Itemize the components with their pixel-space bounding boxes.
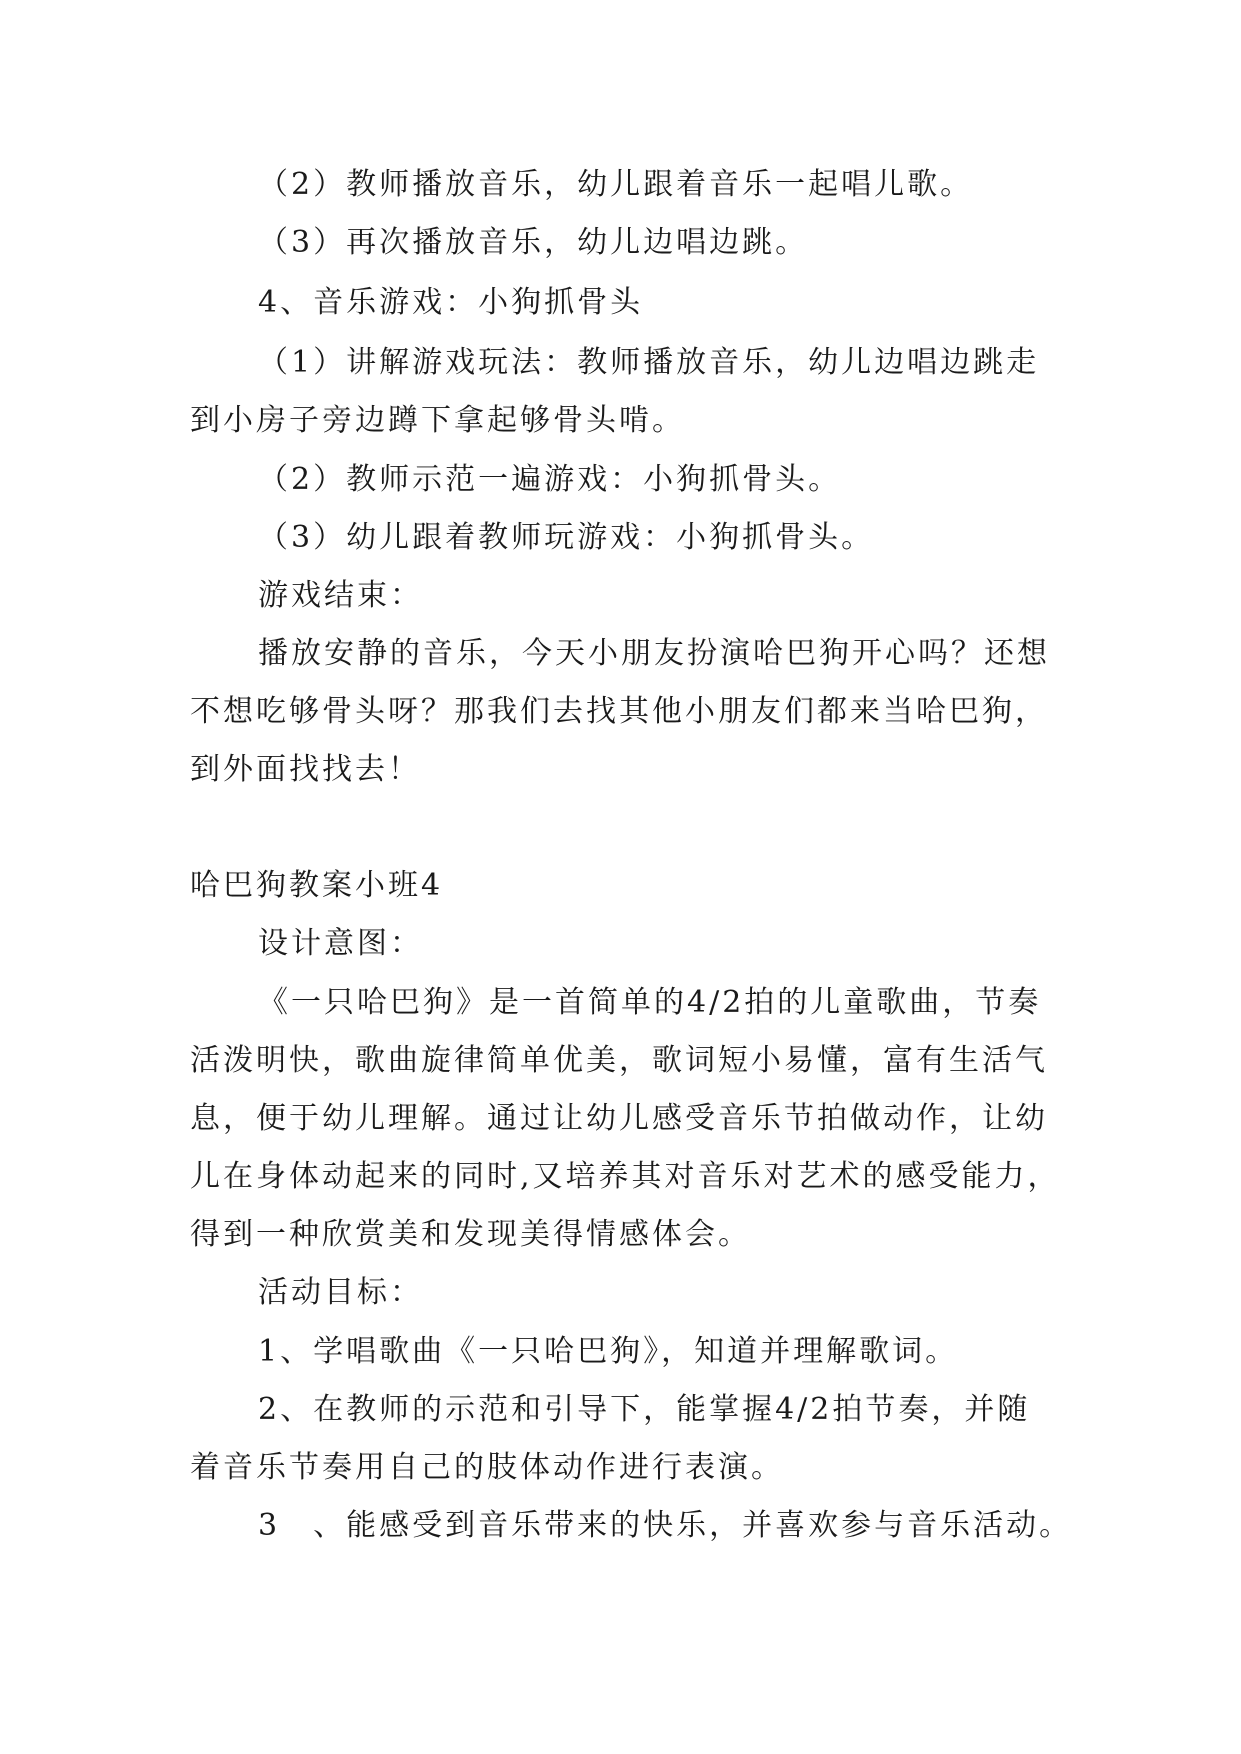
text-line: （1）讲解游戏玩法：教师播放音乐，幼儿边唱边跳走 bbox=[258, 345, 1040, 380]
text-line: （3）幼儿跟着教师玩游戏：小狗抓骨头。 bbox=[258, 520, 875, 555]
text-line: 得到一种欣赏美和发现美得情感体会。 bbox=[190, 1217, 751, 1252]
text-line: 游戏结束： bbox=[258, 578, 423, 613]
text-line: 播放安静的音乐，今天小朋友扮演哈巴狗开心吗？还想 bbox=[258, 636, 1050, 671]
text-line: （3）再次播放音乐，幼儿边唱边跳。 bbox=[258, 225, 809, 260]
text-line: 3 、能感受到音乐带来的快乐，并喜欢参与音乐活动。 bbox=[258, 1508, 1073, 1543]
text-line: 活泼明快，歌曲旋律简单优美，歌词短小易懂，富有生活气 bbox=[190, 1043, 1048, 1078]
text-line: 到小房子旁边蹲下拿起够骨头啃。 bbox=[190, 403, 685, 438]
text-line: （2）教师示范一遍游戏：小狗抓骨头。 bbox=[258, 462, 842, 497]
text-line: 1、学唱歌曲《一只哈巴狗》，知道并理解歌词。 bbox=[258, 1334, 959, 1369]
text-line: 《一只哈巴狗》是一首简单的4/2拍的儿童歌曲，节奏 bbox=[258, 985, 1042, 1020]
text-line: 儿在身体动起来的同时,又培养其对音乐对艺术的感受能力， bbox=[190, 1159, 1061, 1194]
text-line: 2、在教师的示范和引导下，能掌握4/2拍节奏，并随 bbox=[258, 1392, 1031, 1427]
text-line: （2）教师播放音乐，幼儿跟着音乐一起唱儿歌。 bbox=[258, 167, 974, 202]
text-line: 不想吃够骨头呀？那我们去找其他小朋友们都来当哈巴狗， bbox=[190, 694, 1048, 729]
text-line: 息，便于幼儿理解。通过让幼儿感受音乐节拍做动作，让幼 bbox=[190, 1101, 1048, 1136]
text-line: 到外面找找去！ bbox=[190, 752, 421, 787]
section-heading: 4、音乐游戏：小狗抓骨头 bbox=[258, 285, 644, 320]
document-title: 哈巴狗教案小班4 bbox=[190, 868, 444, 903]
section-heading: 活动目标： bbox=[258, 1275, 423, 1310]
text-line: 着音乐节奏用自己的肢体动作进行表演。 bbox=[190, 1450, 784, 1485]
section-heading: 设计意图： bbox=[258, 926, 423, 961]
